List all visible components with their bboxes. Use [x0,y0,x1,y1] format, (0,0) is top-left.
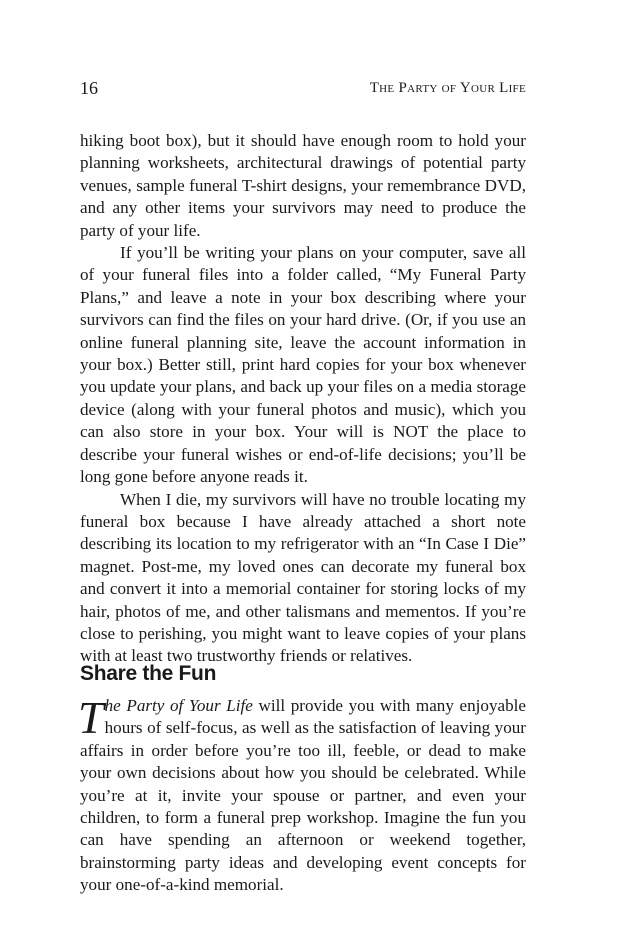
paragraph-computer-files: If you’ll be writing your plans on your computer, save all of your funeral files into a folder called, “My Funeral Party Plans,” and leave a note in your box describing where your survivors can find the files on your hard drive. (Or, if you use an online funeral planning site, leave the account information in your box.) Better still, print hard copies for your box whenever you update your plans, and back up your files on a media storage device (along with your funeral photos and music), which you can also store in your box. Your will is NOT the place to describe your funeral wishes or end-of-life decisions; you’ll be long gone before anyone reads it. [80,243,526,487]
running-title: The Party of Your Life [369,80,526,96]
section-text [78,692,526,897]
paragraph-continued: hiking boot box), but it should have enough room to hold your planning worksheets, architectural drawings of potential party venues, sample funeral T-shirt designs, your remembrance DVD, and any other items your survivors may need to produce the party of your life. [80,131,526,240]
paragraph-share-the-fun [78,692,526,897]
body-text [80,130,526,668]
paragraph-funeral-box: When I die, my survivors will have no trouble locating my funeral box because I have already attached a short note describing its location to my refrigerator with an “In Case I Die” magnet. Post-me, my loved ones can decorate my funeral box and convert it into a memorial container for storing locks of my hair, photos of me, and other talismans and mementos. If you’re close to perishing, you might want to leave copies of your plans with at least two trustworthy friends or relatives. [80,489,526,666]
paragraph-rest: will provide you with many enjoyable hours of self-focus, as well as the satisfaction of leaving your affairs in order before you’re too ill, feeble, or dead to make your own decisions about how you should be celebrated. While you’re at it, invite your spouse or partner, and even your children, to form a funeral prep workshop. Imagine the fun you can have spending an afternoon or weekend together, brainstorming party ideas and developing event concepts for your one-of-a-kind memorial. [80,696,526,895]
drop-cap: T [78,692,104,743]
running-head [80,76,526,100]
page-number: 16 [80,78,98,98]
book-title-italic: he Party of Your Life [104,696,253,715]
section-heading: Share the Fun [80,662,217,685]
